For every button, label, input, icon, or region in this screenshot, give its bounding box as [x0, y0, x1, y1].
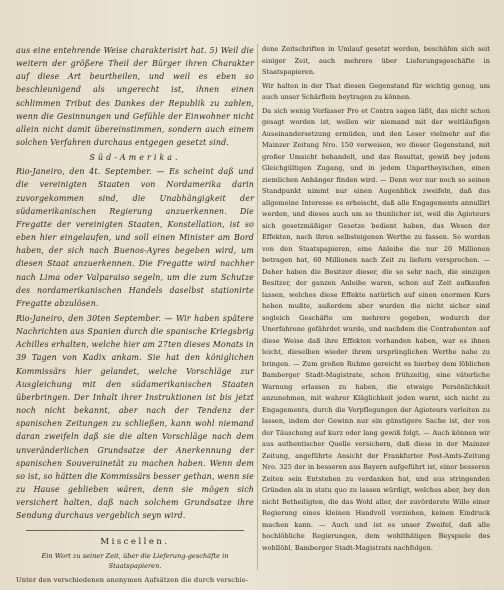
section-heading-sued-amerika: Süd-Amerika. [89, 153, 181, 163]
right-column [262, 44, 490, 580]
right-paragraph-1: dene Zeitschriften in Umlauf gesetzt werden, beschäfen sich seit einiger Zeit, auch mehrere über Lieferungsgeschäfte in Staatspapieren. [262, 45, 490, 76]
left-paragraph-3: Rio-Janeiro, den 30ten September. — Wir haben spätere Nachrichten aus Spanien durch die spanische Kriegsbrig Achilles erhalten, welche hier am 27ten dieses Monats in 39 Tagen von Kadix ankam. Sie hat den königlichen Kommissärs hier gelandet, welche Vorschläge zur Ausgleichung mit den südamerikanischen Staaten überbringen. Der Inhalt ihrer Instruktionen ist bis jetzt noch nicht bekannt, aber nach der Tendenz der spanischen Zeitungen zu schließen, kann wohl niemand daran zweifeln daß sie die alten Vorschläge nach dem unveränderlichen Grundsatze der Anerkennung der spanischen Souverainetät zu machen haben. Wenn dem so ist, so hätten die Kommissärs besser gethan, wenn sie zu Hause geblieben wären, denn sie mögen sich versichert halten, daß nach solchem Grundsatze ihre Sendung durchaus vergeblich seyn wird. [16, 313, 254, 521]
misc-article-subtitle: Ein Wort zu seiner Zeit, über die Lieferung-geschäfte in Staatspapieren. [41, 552, 229, 571]
left-column [16, 44, 254, 585]
misc-article-body: Unter den verschiedenen anonymen Aufsätzen die durch verschie- [16, 576, 249, 585]
left-paragraph-1: aus eine entehrende Weise charakterisirt hat. 5) Weil die weitern der größere Theil der Bürger ihren Charakter auf diese Art beurtheilen, und weil es eben so beschleunigend als ungerecht ist, ihnen einen schlimmen Tribut des Dankes der Republik zu zahlen, wenn die Gesinnungen und Gefühle der Einwohner nicht allein nicht damit übereinstimmen, sondern auch einem solchen Verfahren durchaus entgegen gesetzt sind. [16, 46, 254, 148]
right-paragraph-2: Wir halten in der That diesen Gegenstand für wichtig genug, um auch unser Schärflein beytragen zu können. [262, 81, 490, 101]
section-divider-rule [26, 530, 244, 531]
column-divider [257, 44, 258, 570]
misc-section-title: Miscellen. [100, 537, 170, 548]
left-paragraph-2: Rio-Janeiro, den 4t. September. — Es scheint daß und die vereinigten Staaten von Nordamerika darin zuvorgekommen sind, die Unabhängigkeit der südamerikanischen Regierung anzuerkennen. Die Fregatte der vereinigten Staaten, Konstellation, ist so eben hier eingelaufen, und soll einen Minister am Bord haben, der sich nach Buenos-Ayres begeben wird, um diesen Staat anzuerkennen. Die Fregatte wird nachher nach Lima oder Valparaiso segeln, um die zum Schutze des nordamerikanischen Handels daselbst stationirte Fregatte abzulösen. [16, 167, 254, 308]
right-paragraph-3: Da sich wenig Verfasser Pro et Contra sagen läßt, das nicht schon gesagt worden ist, wollen wir niemand mit der weitläufigen Auseinandersetzung ermüden, und den Leser vielmehr auf die Mainzer Zeitung Nro. 150 verweisen, wo dieser Gegenstand, mit großer Umsicht behandelt, und das Resultat, gewiß bey jedem Gleichgültigen Zugang, und in jedem Unpartheyischen, einen ziemlichen Anhänger finden wird. — Denn wer nur noch so seinen Standpunkt nimmt nur einen Augenblick zweifeln, daß das allgemeine Interesse es erheischt, daß alle Engagements annullirt werden, und dieses auch um so thunlicher ist, weil die Agioteurs sich gesetzmäßiger Gesetze bedient haben, das Wesen der Effekten, nach ihren selbsteigenen Werthe zu fassen. So wurden von den Staatspapieren, eine Anleihe die nur 20 Millionen betragen hat, 60 Millionen nach Zeit zu liefern versprochen. — Daher haben die Besitzer dieser, die so sehr nach, die einzigen Besitzer, der ganzen Anleihe waren, schon auf Zeit aufkaufen lassen, welches diese Effekte natürlich auf einen enormen Kurs heben mußte, außerdem aber wurden die nicht sicher sind sogleich Geschäfte um mehrere gegeben, wodurch der Unerfahrene gefährdet wurde, und nachdem die Contrahenten auf diese Weise daß ihre Effekten vorhanden haben, war es ihnen leicht, dieselben wieder ihrem ursprünglichen Werthe nahe zu bringen. — Zum großen Ruhme gereicht es hierbey dem löblichen Bamberger Stadt-Magistrate, schon frühzeitig, eine väterliche Warnung erlassen zu haben, die etwaige Persönlichkeit anzunehmen, mit wahrer Kläglichkeit jeden warnt, sich nicht zu Engagements, durch die Verpflegungen der Agioteurs verleiten zu lassen, indem der Gewinn nur ein günstigere Sache ist, der von der Täuschung auf kurz oder lang gewiß folgt. — Auch können wir aus authentischer Quelle versichern, daß diese in der Mainzer Zeitung, angeführte Ansicht der Frankfurter Post-Amts-Zeitung Nro. 325 der in besseren aus Bayern aufgeführt ist, einer besseren Zeiten sein Entstehen zu verdanken hat, und aus stringenden Gründen als in statu quo zu lassen würdigt, welches aber, bey den nicht Betheiligten, die das Wohl aller, der zuvörderste Wille einer Regierung eines kleinen Handvoll vorziehen, keinen Eindruck machen kann. — Auch und ist es unser Zweifel, daß alle hochlöbliche Regierungen, dem wohlthätigen Beyspiele des wohllöbl. Bamberger Stadt-Magistrats nachfolgen. [262, 106, 490, 552]
